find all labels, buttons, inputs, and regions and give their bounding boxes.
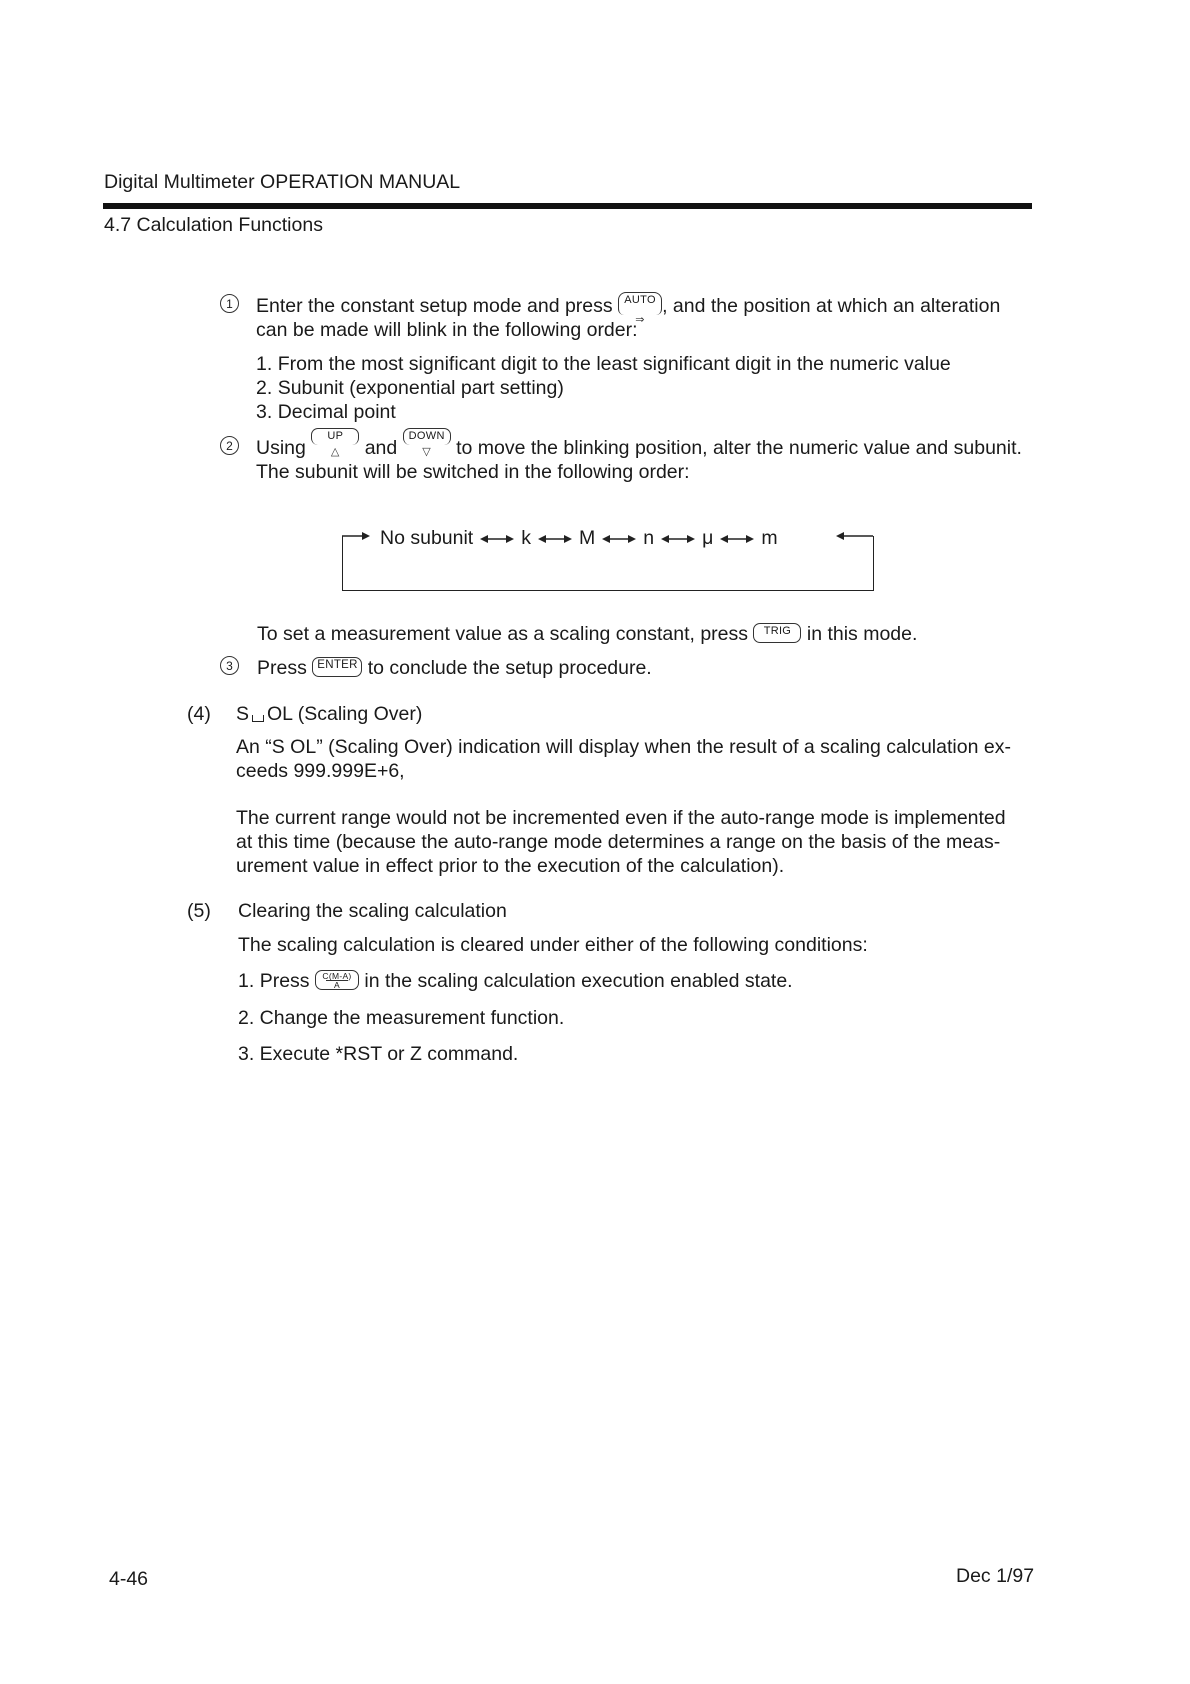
item-4-para-2-line-3: urement value in effect prior to the execution of the calculation). [236, 855, 785, 877]
bidirectional-arrow-icon [538, 534, 572, 544]
item-4-number: (4) [187, 703, 211, 725]
step-1-line-1: Enter the constant setup mode and press AUTO ⇒ , and the position at which an alteration [256, 294, 1001, 327]
condition-3: 3. Execute *RST or Z command. [238, 1043, 519, 1065]
step-2-marker: 2 [220, 436, 239, 455]
trig-key-icon: TRIG [753, 623, 801, 643]
trig-note: To set a measurement value as a scaling constant, press TRIG in this mode. [257, 623, 918, 645]
loop-exit-arrow-icon [836, 530, 874, 542]
step-2-line-1: Using UP △ and DOWN ▽ to move the blinking position, alter the numeric value and subunit. [256, 430, 1022, 459]
condition-2: 2. Change the measurement function. [238, 1007, 565, 1029]
up-key-icon: UP △ [311, 428, 359, 445]
bidirectional-arrow-icon [720, 534, 754, 544]
bidirectional-arrow-icon [480, 534, 514, 544]
item-4-para-2-line-2: at this time (because the auto-range mode determines a range on the basis of the meas- [236, 831, 1001, 853]
condition-1: 1. Press $\frac{C(M-A)}{A}$ in the scaling calculation execution enabled state. [238, 970, 793, 992]
step-3-marker: 3 [220, 656, 239, 675]
section-title: 4.7 Calculation Functions [104, 214, 323, 236]
item-5-number: (5) [187, 900, 211, 922]
subunit-m: m [761, 527, 778, 549]
item-4-para-2-line-1: The current range would not be incremented even if the auto-range mode is implemented [236, 807, 1006, 829]
subunit-none: No subunit [380, 527, 474, 549]
item-4-para-1-line-2: ceeds 999.999E+6, [236, 760, 405, 782]
subunit-k: k [521, 527, 531, 549]
list-item: 1. From the most significant digit to the least significant digit in the numeric value [256, 353, 951, 375]
item-5-intro: The scaling calculation is cleared under either of the following conditions: [238, 934, 868, 956]
subunit-M: M [578, 527, 596, 549]
auto-key-icon: AUTO ⇒ [618, 292, 662, 315]
bidirectional-arrow-icon [602, 534, 636, 544]
step-2-line-2: The subunit will be switched in the following order: [256, 461, 690, 483]
manual-title: Digital Multimeter OPERATION MANUAL [104, 171, 461, 193]
step-1-line-2: can be made will blink in the following order: [256, 319, 638, 341]
step-3-line: Press ENTER to conclude the setup procedure. [257, 657, 652, 679]
item-5-title: Clearing the scaling calculation [238, 900, 507, 922]
list-item: 3. Decimal point [256, 401, 396, 423]
bidirectional-arrow-icon [661, 534, 695, 544]
page-number: 4-46 [109, 1568, 149, 1590]
loop-entry-arrow-icon [340, 530, 370, 542]
list-item: 2. Subunit (exponential part setting) [256, 377, 564, 399]
subunit-micro: μ [702, 527, 714, 549]
down-key-icon: DOWN ▽ [403, 428, 451, 445]
revision-date: Dec 1/97 [956, 1565, 1035, 1587]
header-rule [103, 203, 1032, 209]
clear-cma-key-icon: $\frac{C(M-A)}{A}$ [315, 970, 359, 990]
subunit-n: n [643, 527, 655, 549]
blank-space-icon [252, 715, 264, 722]
item-4-para-1-line-1: An “S OL” (Scaling Over) indication will display when the result of a scaling calculation ex- [236, 736, 1011, 758]
item-4-title: S OL (Scaling Over) [236, 703, 423, 725]
step-1-marker: 1 [220, 294, 239, 313]
enter-key-icon: ENTER [312, 657, 362, 677]
subunit-chain [380, 526, 778, 550]
